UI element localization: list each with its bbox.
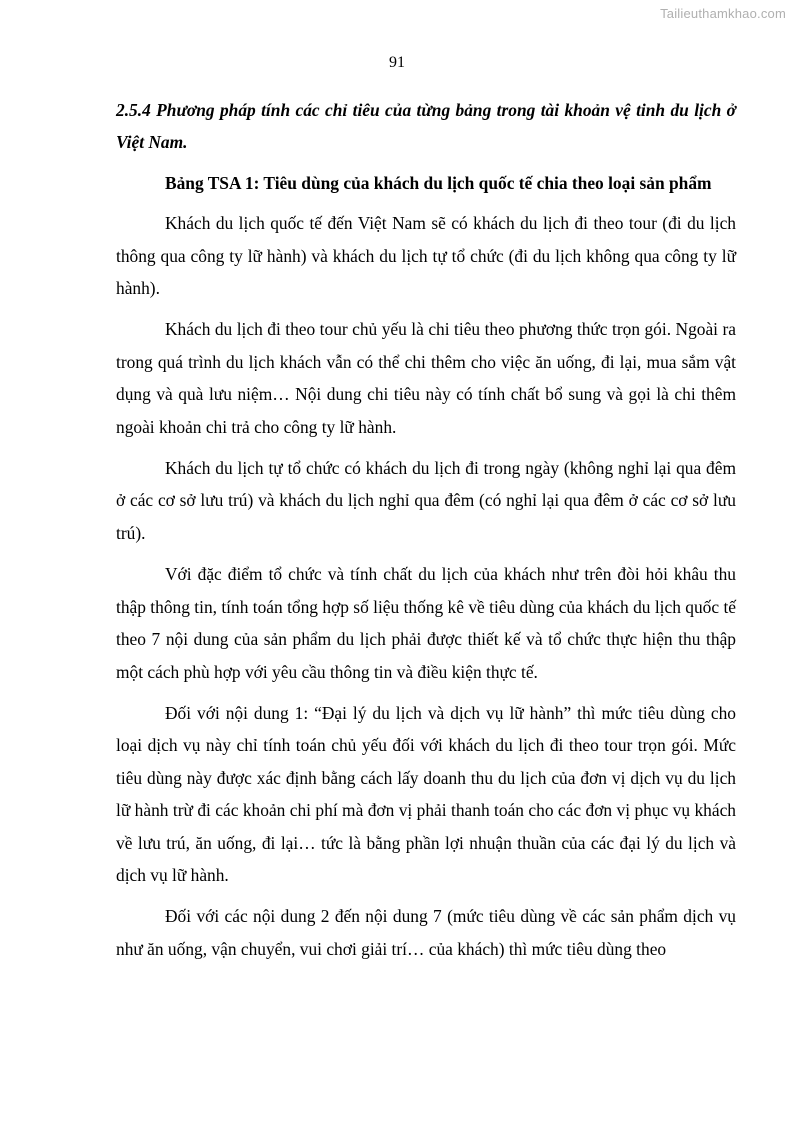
paragraph: Đối với các nội dung 2 đến nội dung 7 (mức tiêu dùng về các sản phẩm dịch vụ như ăn uống, vận chuyển, vui chơi giải trí… của khách) thì mức tiêu dùng theo — [116, 906, 736, 959]
table-heading: Bảng TSA 1: Tiêu dùng của khách du lịch quốc tế chia theo loại sản phẩm — [165, 172, 712, 193]
paragraph: Với đặc điểm tổ chức và tính chất du lịch của khách như trên đòi hỏi khâu thu thập thông tin, tính toán tổng hợp số liệu thống kê về tiêu dùng của khách du lịch quốc tế theo 7 nội dung của sản phẩm du lịch phải được thiết kế và tổ chức thực hiện thu thập một cách phù hợp với yêu cầu thông tin và điều kiện thực tế. — [116, 564, 736, 682]
paragraph: Đối với nội dung 1: “Đại lý du lịch và dịch vụ lữ hành” thì mức tiêu dùng cho loại dịch vụ này chỉ tính toán chủ yếu đối với khách du lịch đi theo tour trọn gói. Mức tiêu dùng này được xác định bằng cách lấy doanh thu du lịch của đơn vị dịch vụ du lịch lữ hành trừ đi các khoản chi phí mà đơn vị phải thanh toán cho các đơn vị phục vụ khách về lưu trú, ăn uống, đi lại… tức là bằng phần lợi nhuận thuần của các đại lý du lịch và dịch vụ lữ hành. — [116, 702, 736, 885]
paragraph: Khách du lịch đi theo tour chủ yếu là chi tiêu theo phương thức trọn gói. Ngoài ra trong quá trình du lịch khách vẫn có thể chi thêm cho việc ăn uống, đi lại, mua sắm vật dụng và quà lưu niệm… Nội dung chi tiêu này có tính chất bổ sung và gọi là chi thêm ngoài khoản chi trả cho công ty lữ hành. — [116, 319, 736, 437]
paragraph: Khách du lịch tự tổ chức có khách du lịch đi trong ngày (không nghỉ lại qua đêm ở các cơ sở lưu trú) và khách du lịch nghỉ qua đêm (có nghỉ lại qua đêm ở các cơ sở lưu trú). — [116, 458, 736, 543]
paragraph: Khách du lịch quốc tế đến Việt Nam sẽ có khách du lịch đi theo tour (đi du lịch thông qua công ty lữ hành) và khách du lịch tự tổ chức (đi du lịch không qua công ty lữ hành). — [116, 213, 736, 299]
section-heading: 2.5.4 Phương pháp tính các chỉ tiêu của từng bảng trong tài khoản vệ tinh du lịch ở Việt Nam. — [116, 100, 736, 153]
document-body — [116, 94, 736, 974]
page-number: 91 — [389, 54, 405, 71]
watermark: Tailieuthamkhao.com — [660, 6, 786, 21]
